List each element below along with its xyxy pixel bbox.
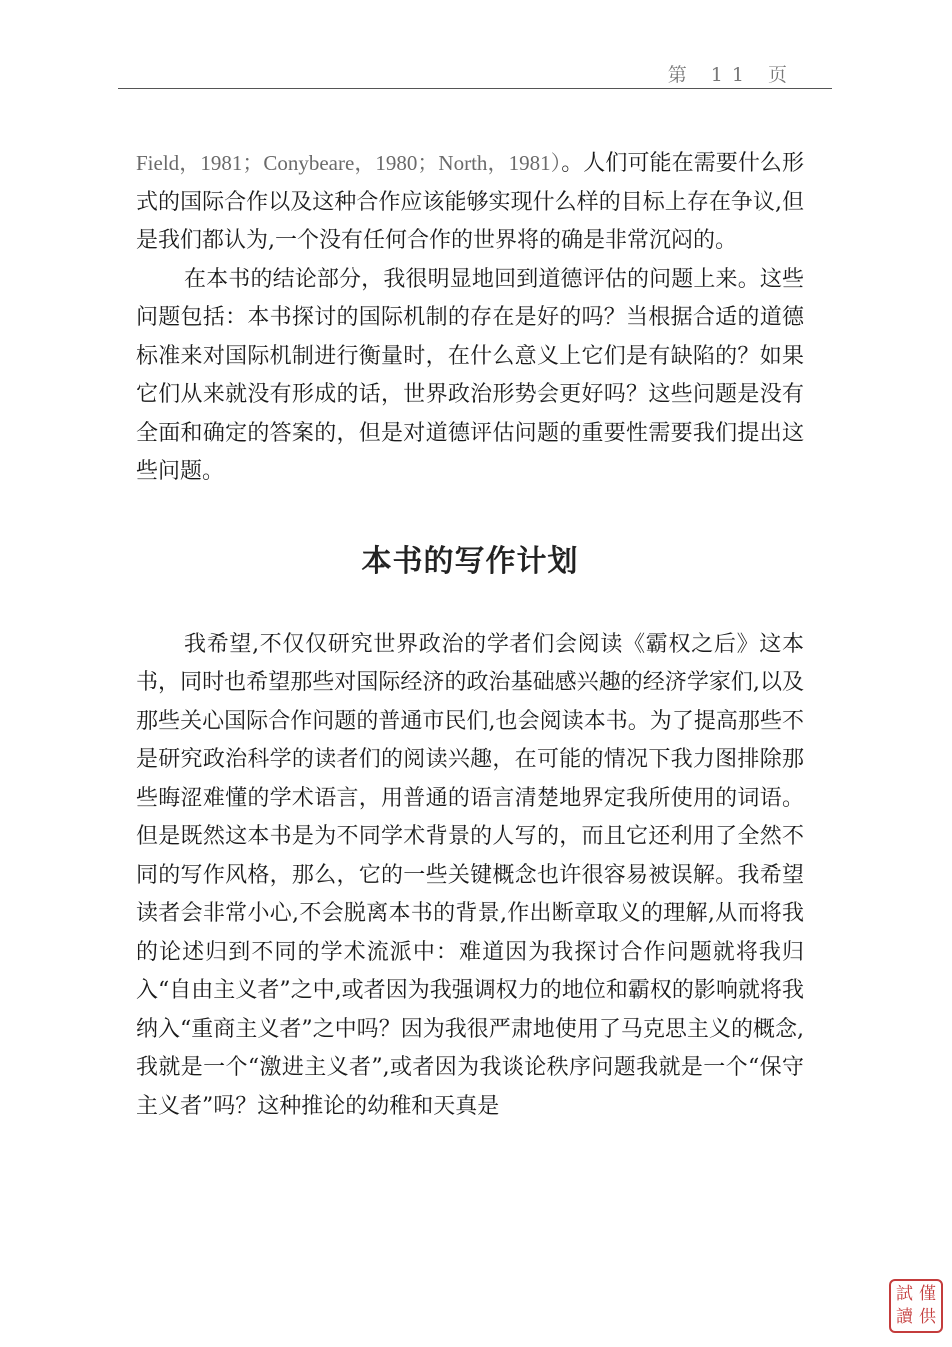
paragraph-1-text: 。人们可能在需要什么形式的国际合作以及这种合作应该能够实现什么样的目标上存在争议,但是我们都认为,一个没有任何合作的世界将的确是非常沉闷的。 [136, 151, 804, 253]
seal-char: 試 [896, 1284, 913, 1304]
section-title: 本书的写作计划 [361, 543, 579, 579]
paragraph-2: 在本书的结论部分，我很明显地回到道德评估的问题上来。这些问题包括：本书探讨的国际机制的存在是好的吗？当根据合适的道德标准来对国际机制进行衡量时，在什么意义上它们是有缺陷的？如果它们从来就没有形成的话，世界政治形势会更好吗？这些问题是没有全面和确定的答案的，但是对道德评估问题的重要性需要我们提出这些问题。 [136, 266, 804, 484]
seal-char: 供 [919, 1307, 936, 1327]
citation: Field，1981；Conybeare，1980；North，1981） [136, 151, 562, 175]
seal-char: 僅 [919, 1284, 936, 1304]
page-body [136, 144, 804, 1126]
seal-char: 讀 [896, 1307, 913, 1327]
page-number: 第 11 页 [667, 64, 796, 86]
page-header [118, 58, 832, 89]
paragraph-1 [136, 144, 804, 261]
trial-reading-seal [889, 1279, 943, 1333]
paragraph-3: 我希望,不仅仅研究世界政治的学者们会阅读《霸权之后》这本书，同时也希望那些对国际经济的政治基础感兴趣的经济学家们,以及那些关心国际合作问题的普通市民们,也会阅读本书。为了提高那些不是研究政治科学的读者们的阅读兴趣，在可能的情况下我力图排除那些晦涩难懂的学术语言，用普通的语言清楚地界定我所使用的词语。但是既然这本书是为不同学术背景的人写的，而且它还利用了全然不同的写作风格，那么，它的一些关键概念也许很容易被误解。我希望读者会非常小心,不会脱离本书的背景,作出断章取义的理解,从而将我的论述归到不同的学术流派中：难道因为我探讨合作问题就将我归入“自由主义者”之中,或者因为我强调权力的地位和霸权的影响就将我纳入“重商主义者”之中吗？因为我很严肃地使用了马克思主义的概念,我就是一个“激进主义者”,或者因为我谈论秩序问题我就是一个“保守主义者”吗？这种推论的幼稚和天真是 [136, 631, 804, 1119]
